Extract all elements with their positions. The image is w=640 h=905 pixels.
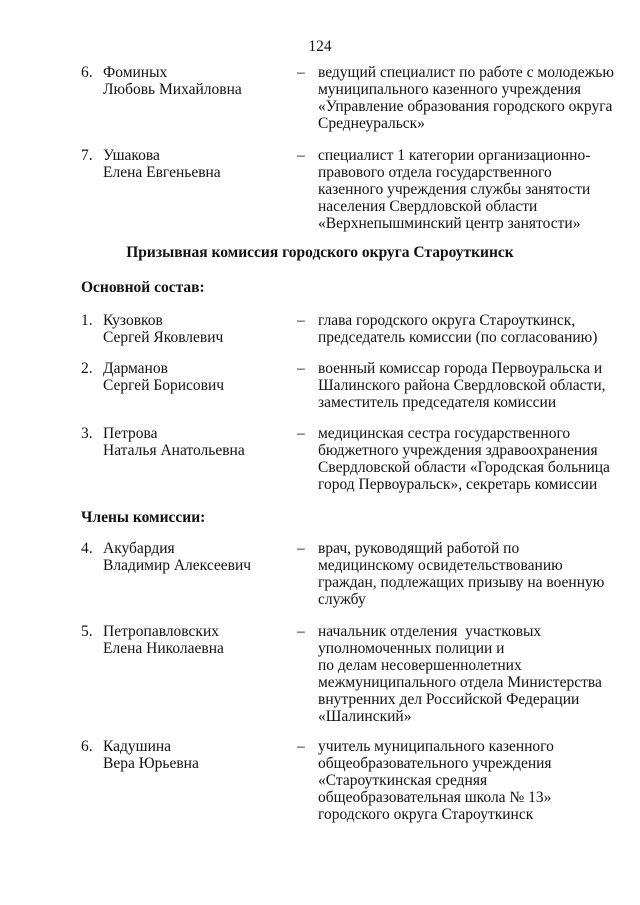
description-line: начальник отделения участковых xyxy=(318,623,542,640)
description-line: уполномоченных полиции и xyxy=(318,640,505,657)
given-names: Любовь Михайловна xyxy=(103,81,242,98)
person-name xyxy=(103,360,283,394)
dash: – xyxy=(297,147,305,164)
description-line: медицинская сестра государственного xyxy=(318,425,571,442)
description-line: Шалинского района Свердловской области, xyxy=(318,377,606,394)
dash: – xyxy=(297,540,305,557)
given-names: Владимир Алексеевич xyxy=(103,557,252,574)
surname: Петрова xyxy=(103,425,158,442)
given-names: Вера Юрьевна xyxy=(103,755,199,772)
surname: Кузовков xyxy=(103,312,163,329)
position-description xyxy=(318,425,618,493)
position-description xyxy=(318,623,618,725)
description-line: «Шалинский» xyxy=(318,708,412,725)
description-line: медицинскому освидетельствованию xyxy=(318,557,563,574)
entry-number: 7. xyxy=(81,147,93,164)
position-description xyxy=(318,360,618,411)
description-line: граждан, подлежащих призыву на военную xyxy=(318,574,605,591)
description-line: Среднеуральск» xyxy=(318,115,425,132)
description-line: глава городского округа Староуткинск, xyxy=(318,312,576,329)
description-line: врач, руководящий работой по xyxy=(318,540,520,557)
surname: Кадушина xyxy=(103,738,172,755)
given-names: Наталья Анатольевна xyxy=(103,442,245,459)
entry-number: 6. xyxy=(81,64,93,81)
person-name xyxy=(103,425,283,459)
entry-number: 5. xyxy=(81,623,93,640)
description-line: город Первоуральск», секретарь комиссии xyxy=(318,476,598,493)
surname: Ушакова xyxy=(103,147,160,164)
person-name xyxy=(103,312,283,346)
description-line: общеобразовательного учреждения xyxy=(318,755,552,772)
surname: Петропавловских xyxy=(103,623,219,640)
given-names: Елена Евгеньевна xyxy=(103,164,221,181)
entry-number: 2. xyxy=(81,360,93,377)
description-line: «Староуткинская средняя xyxy=(318,772,488,789)
description-line: общеобразовательная школа № 13» xyxy=(318,789,552,806)
description-line: учитель муниципального казенного xyxy=(318,738,554,755)
entry-number: 3. xyxy=(81,425,93,442)
description-line: ведущий специалист по работе с молодежью xyxy=(318,64,614,81)
given-names: Сергей Борисович xyxy=(103,377,225,394)
description-line: городского округа Староуткинск xyxy=(318,806,534,823)
description-line: специалист 1 категории организационно- xyxy=(318,147,591,164)
dash: – xyxy=(297,425,305,442)
person-name xyxy=(103,623,283,657)
description-line: внутренних дел Российской Федерации xyxy=(318,691,580,708)
description-line: Свердловской области «Городская больница xyxy=(318,459,610,476)
given-names: Сергей Яковлевич xyxy=(103,329,224,346)
person-name xyxy=(103,147,283,181)
description-line: межмуниципального отдела Министерства xyxy=(318,674,602,691)
commission-title: Призывная комиссия городского округа Староуткинск xyxy=(126,244,514,261)
description-line: службу xyxy=(318,591,366,608)
dash: – xyxy=(297,360,305,377)
entry-number: 4. xyxy=(81,540,93,557)
description-line: правового отдела государственного xyxy=(318,164,552,181)
dash: – xyxy=(297,312,305,329)
position-description xyxy=(318,64,618,132)
person-name xyxy=(103,540,283,574)
description-line: заместитель председателя комиссии xyxy=(318,394,557,411)
surname: Фоминых xyxy=(103,64,168,81)
entry-number: 6. xyxy=(81,738,93,755)
surname: Дарманов xyxy=(103,360,168,377)
entry-number: 1. xyxy=(81,312,93,329)
description-line: муниципального казенного учреждения xyxy=(318,81,581,98)
page-number: 124 xyxy=(308,38,332,55)
position-description xyxy=(318,540,618,608)
surname: Акубардия xyxy=(103,540,175,557)
person-name xyxy=(103,64,283,98)
description-line: «Верхнепышминский центр занятости» xyxy=(318,215,581,232)
description-line: председатель комиссии (по согласованию) xyxy=(318,329,598,346)
members-section-title: Члены комиссии: xyxy=(81,509,206,526)
dash: – xyxy=(297,623,305,640)
description-line: по делам несовершеннолетних xyxy=(318,657,522,674)
description-line: казенного учреждения службы занятости xyxy=(318,181,591,198)
dash: – xyxy=(297,64,305,81)
dash: – xyxy=(297,738,305,755)
description-line: «Управление образования городского округа xyxy=(318,98,613,115)
description-line: бюджетного учреждения здравоохранения xyxy=(318,442,598,459)
person-name xyxy=(103,738,283,772)
main-section-title: Основной состав: xyxy=(81,279,205,296)
description-line: военный комиссар города Первоуральска и xyxy=(318,360,603,377)
given-names: Елена Николаевна xyxy=(103,640,224,657)
position-description xyxy=(318,738,618,823)
description-line: населения Свердловской области xyxy=(318,198,538,215)
position-description xyxy=(318,147,618,232)
position-description xyxy=(318,312,618,346)
